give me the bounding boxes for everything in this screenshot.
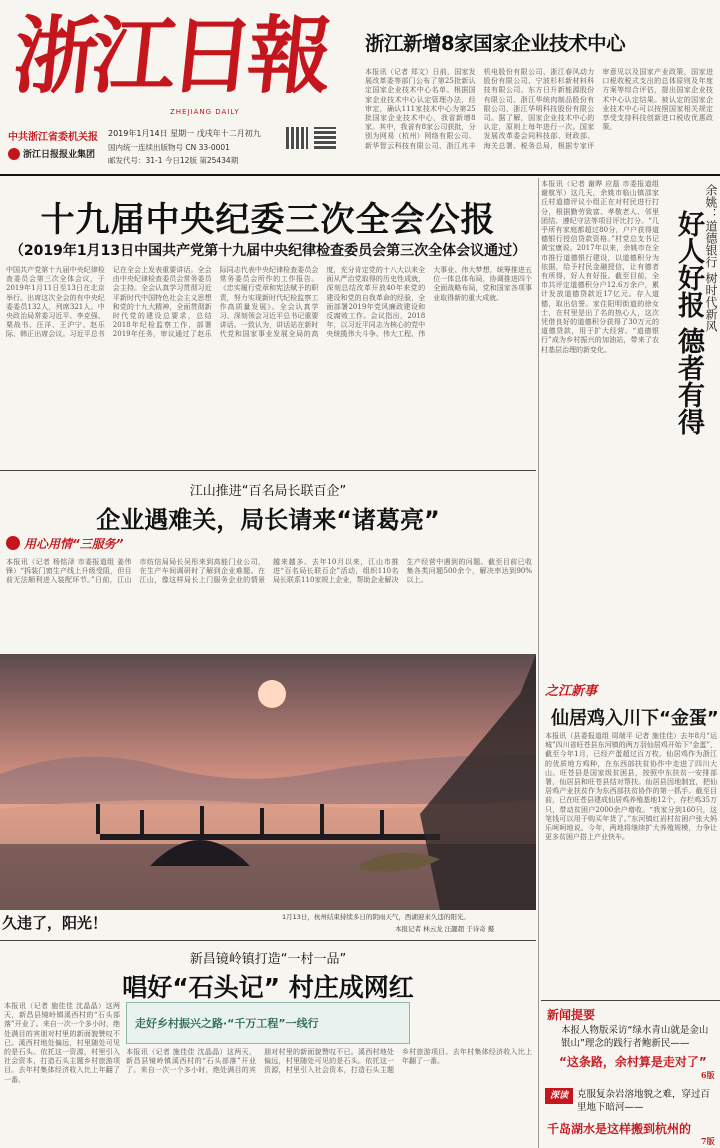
cn-line: 国内统一连续出版物号 CN 33-0001 xyxy=(108,143,230,152)
photo-caption xyxy=(0,910,536,938)
preview-item2-title[interactable]: 千岛湖水是这样搬到杭州的 xyxy=(547,1122,692,1136)
service-kicker: 江山推进“百名局长联百企” xyxy=(189,484,347,499)
village-inset xyxy=(126,1002,410,1044)
plenum-headline[interactable]: 十九届中央纪委三次全会公报 xyxy=(40,200,496,240)
tribute-header: 余姚：道德银行 树时代新风 xyxy=(704,184,718,332)
masthead-pinyin: ZHEJIANG DAILY xyxy=(170,108,240,116)
zhijiang-article xyxy=(541,680,720,998)
group-label: 浙江日报报业集团 xyxy=(23,150,96,160)
sun xyxy=(258,680,286,708)
preview-item1-page: 6版 xyxy=(701,1070,715,1080)
village-headline[interactable]: 唱好“石头记” 村庄成网红 xyxy=(122,973,414,1002)
village-body-left: 本报讯（记者 施佳佳 沈晶晶）这两天，新昌县镜岭镇溪西村的“石头部落”开业了。来自一次一个多小时，绝处满目的宾朋对村里的新面貌赞叹不已。溪西村地处偏远，村里随处可见的是石头。依托这一资源，村里引入社会资本，打造石头主题乡村旅游项目。去年村集体经济收入比上年翻了一番。 xyxy=(4,1002,120,1084)
qr-code-icon xyxy=(314,127,336,149)
party-org-label: 中共浙江省委机关报 xyxy=(8,132,98,143)
service-tag xyxy=(6,536,206,552)
top-story xyxy=(365,0,715,172)
west-lake-photo xyxy=(0,654,536,910)
zhijiang-headline[interactable]: 仙居鸡入川下“金蛋” xyxy=(551,708,719,729)
plenum-subhead: （2019年1月13日中国共产党第十九届中央纪律检查委员会第三次全体会议通过） xyxy=(9,243,527,259)
service-article xyxy=(0,474,536,652)
photo-caption-text: 1月13日，杭州结束持续多日的阴雨天气，西湖迎来久违的阳光。 xyxy=(282,913,470,921)
tribute-body: 本报讯（记者 谢晔 应磊 市委报道组 谢航军）这几天，余姚市临山镇邵家丘村道德评议小组正在对村民进行打分，根据勤劳致富、孝敬老人、邻里团结、遵纪守法等项目评比打分。“几乎所有家庭都超过80分，户户获得道德银行授信贷款资格。”村党总支书记黄宝康说。2017年以来，余姚市在全市推行道德银行建设，以道德积分为依据，给予村民金融授信，让有德者有所得，好人有好报。截至目前，全市共评定道德积分户12.6万余户，累计发放道德贷款近17亿元。存入道德，取出信誉。家住阳明街道的徐女士，在村里是出了名的热心人，这次凭借良好的道德积分获得了30万元的道德贷款，用于扩大经营。“道德银行”成为乡村振兴的加油站，带来了农村基层治理的新变化。 xyxy=(541,180,659,354)
tribute-article xyxy=(541,180,717,650)
service-tag-label: 用心用情“三服务” xyxy=(24,537,124,551)
service-headline[interactable]: 企业遇难关，局长请来“诸葛亮” xyxy=(96,506,440,534)
plenum-article xyxy=(0,178,536,468)
service-body: 本报讯（记者 杨铭泽 市委报道组 姜伟锋）“拆装门窗生产线上升级受阻，但目前无法顺利进入装配环节。”日前，江山市纺信局局长吴彤来到高能门业公司，在生产车间调研时了解到企业难题。在江山，像这样局长上门服务企业的情景越来越多。去年10月以来，江山市推进“百名局长联百企”活动，组织110名局长联系110家规上企业，帮助企业解决生产经营中遇到的问题。截至目前已收集各类问题500余个，解决率达到90%以上。 xyxy=(6,558,532,585)
photo-credit: 本报记者 林云龙 汪勰超 于诗奇 摄 xyxy=(395,925,495,933)
preview-item2-badge: 深读 xyxy=(545,1088,573,1104)
photo-caption-title: 久违了，阳光！ xyxy=(2,914,108,932)
village-inset-label: 走好乡村振兴之路·“千万工程”一线行 xyxy=(135,1017,319,1030)
masthead-title: 浙江日報 xyxy=(8,7,332,105)
news-preview xyxy=(541,1002,720,1148)
preview-item1-title[interactable]: “这条路，余村算是走对了” xyxy=(559,1055,707,1069)
preview-section: 新闻提要 xyxy=(547,1008,596,1022)
plenum-body: 中国共产党第十九届中央纪律检查委员会第三次全体会议，于2019年1月11日至13日在北京举行。出席这次全会的有中央纪委委员132人，列席321人。中央政治局常委习近平、李克强、栗战书、汪洋、王沪宁、赵乐际、韩正出席会议。习近平总书记在全会上发表重要讲话。全会由中央纪律检查委员会常务委员会主持。全会认真学习贯彻习近平新时代中国特色社会主义思想和党的十九大精神，全面贯彻新时代党的建设总要求，总结2018年纪检监察工作，部署2019年任务，审议通过了赵乐际同志代表中央纪律检查委员会常务委员会所作的工作报告。《忠实履行党章和宪法赋予的职责，努力实现新时代纪检监察工作高质量发展》。全会认真学习、深刻领会习近平总书记重要讲话。一致认为，讲话站在新时代党和国家事业发展全局的高度，充分肯定党的十八大以来全面从严治党取得的历史性成就，深刻总结改革开放40年来党的建设和党的自我革命的经验，全面部署2019年党风廉政建设和反腐败工作。会议指出，2018年，以习近平同志为核心的党中央统揽伟大斗争、伟大工程、伟大事业、伟大梦想，统筹推进五位一体总体布局，协调推进四个全面战略布局，党和国家各项事业取得新的重大成就。 xyxy=(6,266,532,339)
heart-icon xyxy=(6,536,20,550)
village-kicker: 新昌镜岭镇打造“一村一品” xyxy=(189,952,347,967)
preview-item1-intro: 本报人物版采访“绿水青山就是金山银山”理念的践行者鲍新民—— xyxy=(561,1025,709,1049)
preview-item2-intro: 克服复杂岩溶地貌之难，穿过百里地下暗河—— xyxy=(577,1089,711,1113)
village-article xyxy=(0,942,536,1148)
tribute-headline[interactable]: 好人好报 德者有得 xyxy=(673,210,704,436)
date-line: 2019年1月14日 星期一 戊戌年十二月初九 xyxy=(108,129,261,138)
group-logo-icon xyxy=(8,148,20,160)
preview-item2-page: 7版 xyxy=(701,1136,715,1146)
qr-code-icon xyxy=(286,127,308,149)
village-body-right: 本报讯（记者 施佳佳 沈晶晶）这两天，新昌县镜岭镇溪西村的“石头部落”开业了。来自一次一个多小时，绝处满目的宾朋对村里的新面貌赞叹不已。溪西村地处偏远，村里随处可见的是石头。依托这一资源，村里引入社会资本，打造石头主题乡村旅游项目。去年村集体经济收入比上年翻了一番。 xyxy=(126,1048,532,1075)
top-story-body: 本报讯（记者 郑文）日前，国家发展改革委等部门公布了第25批新认定国家企业技术中心名单。根据国家企业技术中心认定管理办法，经审定，确认111家技术中心为第25批国家企业技术中心，我省新增8家。其中，我省有8家公司获批，分别为网易（杭州）网络有限公司、新华智云科技有限公司、浙江兆丰机电股份有限公司、浙江春风动力股份有限公司、宁波杉杉新材料科技有限公司、东方日升新能源股份有限公司、浙江华统肉制品股份有限公司、浙江华明科技股份有限公司。据了解，国家企业技术中心的认定，原则上每年进行一次。国家发展改革委会同科技部、财政部、海关总署、税务总局，根据专家评审意见以及国家产业政策，国家进口税收税式支出的总体原则及年度方案等综合评估，提出国家企业技术中心认定结果。被认定的国家企业技术中心可以按照国家相关规定享受支持科技创新进口税收优惠政策。 xyxy=(365,68,713,150)
post-line: 邮发代号：31-1 今日12版 第25434期 xyxy=(108,156,239,165)
zhijiang-section: 之江新事 xyxy=(545,684,598,699)
top-story-headline[interactable]: 浙江新增8家国家企业技术中心 xyxy=(365,32,626,55)
zhijiang-body: 本报讯（县委报道组 周端平 记者 施佳佳）去年8月“运城”四川省旺苍县东河镇的两万羽仙居鸡开始下“金蛋”，截至今年1月，已经产蛋超过百万枚。仙居鸡作为浙江的优质地方鸡种，在东西部扶贫协作中走进了四川大山。旺苍县是国家级贫困县，按照中东扶贫一安排部署，仙居县和旺苍县结对帮扶。仙居县因地制宜，把仙居鸡产业扶贫作为东西部扶贫协作的第一抓手。截至目前，已在旺苍县建成仙居鸡养殖基地12个，存栏鸡35万只，带动贫困户2000余户增收。“我家分到160只，这笔钱可以用于购买年货了。”东河镇红岩村贫困户张大妈乐呵呵地说。今年，两地将继续扩大养殖规模，力争让更多贫困户搭上产业快车。 xyxy=(545,732,717,842)
photo-image xyxy=(0,654,536,910)
masthead xyxy=(0,0,360,170)
